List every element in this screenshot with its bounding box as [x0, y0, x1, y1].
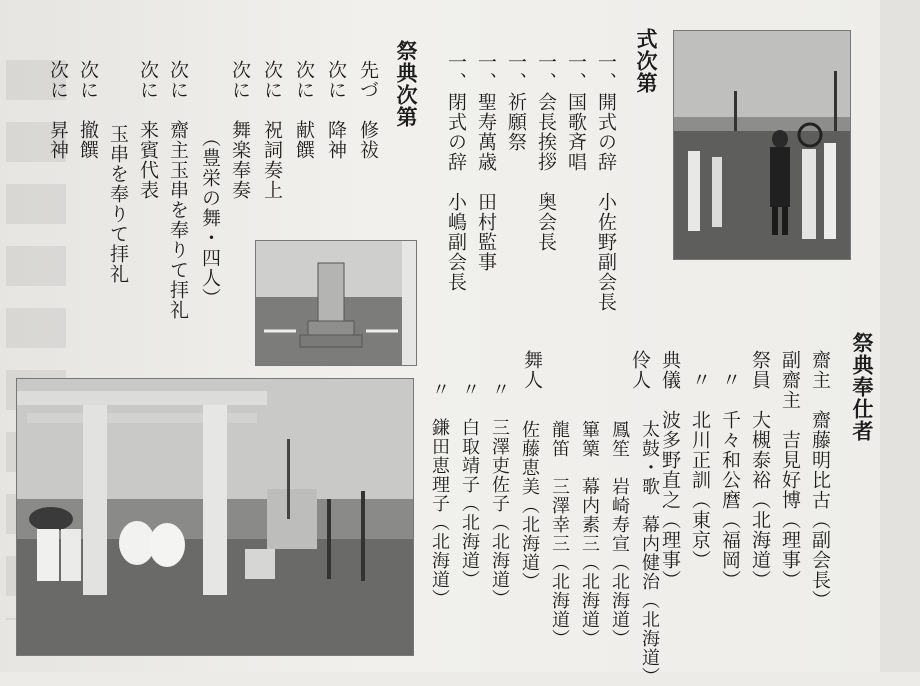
- dancers-heading: 舞人: [521, 350, 543, 390]
- bleed-through-margin: [880, 0, 920, 672]
- ritual-line-11: 次に 昇神: [47, 60, 69, 160]
- staff-line-2: 副齋主 吉見好博（理事）: [779, 350, 801, 590]
- program-line-6: 一、閉式の辞 小嶋副会長: [445, 52, 467, 292]
- ritual-line-3: 次に 献饌: [293, 60, 315, 160]
- musicians-line-2: 鳳笙 岩崎寿宣（北海道）: [609, 420, 630, 648]
- ritual-line-2: 次に 降神: [325, 60, 347, 160]
- musicians-line-4: 龍笛 三澤幸三（北海道）: [549, 420, 570, 648]
- dancers-line-2: 〃 三澤吏佐子（北海道）: [489, 380, 510, 608]
- ceremony-speech-photo-image: [674, 31, 850, 259]
- staff-line-1: 齋主 齋藤明比古（副会長）: [809, 350, 831, 610]
- monument-photo-image: [256, 241, 416, 365]
- ritual-line-10: 次に 撤饌: [77, 60, 99, 160]
- torii-ceremony-photo-image: [17, 379, 413, 655]
- ritual-line-9: 玉串を奉りて拝礼: [107, 124, 129, 284]
- torii-ceremony-photo: [16, 378, 414, 656]
- ritual-line-5: 次に 舞楽奉奏: [229, 60, 251, 200]
- dancers-line-3: 〃 白取靖子（北海道）: [459, 380, 480, 589]
- program-heading: 式次第: [634, 28, 659, 94]
- ritual-line-7: 次に 齋主玉串を奉りて拝礼: [167, 60, 189, 320]
- staff-line-4: 〃 千々和公麿（福岡）: [719, 370, 741, 590]
- ceremony-speech-photo: [673, 30, 851, 260]
- program-line-5: 一、聖寿萬歳 田村監事: [475, 52, 497, 272]
- ritual-line-6: （豊栄の舞・四人）: [199, 128, 221, 308]
- program-line-1: 一、開式の辞 小佐野副会長: [595, 52, 617, 312]
- ritual-line-8: 次に 来賓代表: [137, 60, 159, 200]
- ritual-line-4: 次に 祝詞奏上: [261, 60, 283, 200]
- ritual-line-1: 先づ 修祓: [357, 60, 379, 160]
- staff-heading: 祭典奉仕者: [850, 332, 875, 442]
- program-line-4: 一、祈願祭: [505, 52, 527, 152]
- musicians-line-3: 篳篥 幕内素三（北海道）: [579, 420, 600, 648]
- musicians-line-1: 太鼓・歌 幕内健治（北海道）: [639, 420, 660, 686]
- musicians-heading: 伶人: [629, 350, 651, 390]
- staff-line-3: 祭員 大槻泰裕（北海道）: [749, 350, 771, 590]
- dancers-line-4: 〃 鎌田恵理子（北海道）: [429, 380, 450, 608]
- program-line-3: 一、会長挨拶 奥会長: [535, 52, 557, 252]
- staff-line-5: 〃 北川正訓（東京）: [689, 370, 711, 570]
- program-line-2: 一、国歌斉唱: [565, 52, 587, 172]
- dancers-line-1: 佐藤恵美（北海道）: [519, 420, 540, 591]
- ritual-heading: 祭典次第: [394, 40, 419, 128]
- monument-photo: [255, 240, 417, 366]
- staff-line-6: 典儀 波多野直之（理事）: [659, 350, 681, 590]
